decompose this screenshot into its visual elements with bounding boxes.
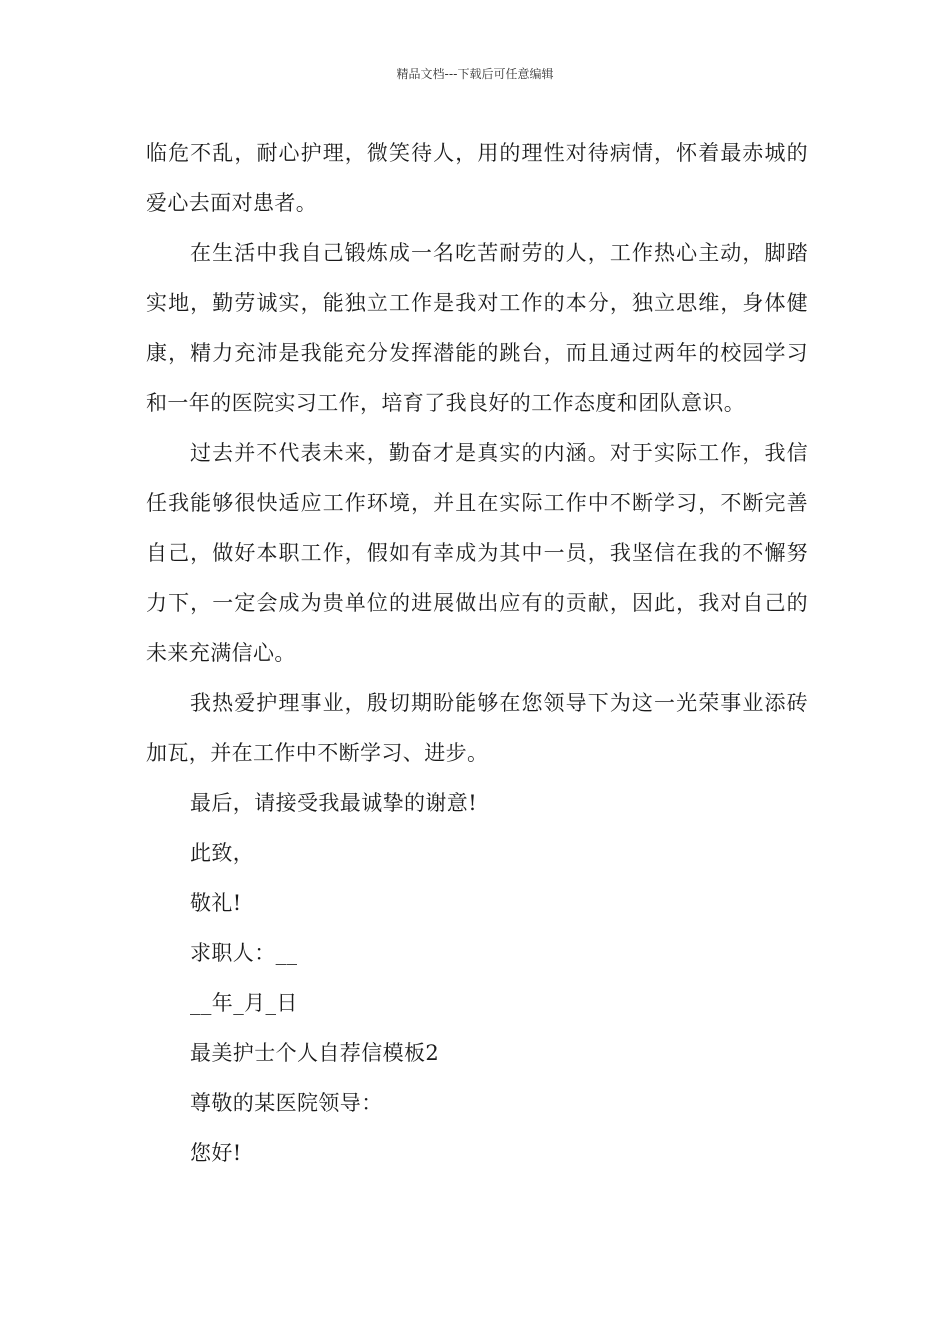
paragraph-4: 我热爱护理事业，殷切期盼能够在您领导下为这一光荣事业添砖加瓦，并在工作中不断学习、进步。 [146, 691, 808, 765]
page-header: 精品文档---下载后可任意编辑 [396, 67, 554, 81]
paragraph-2: 在生活中我自己锻炼成一名吃苦耐劳的人，工作热心主动，脚踏实地，勤劳诚实，能独立工作是我对工作的本分，独立思维，身体健康，精力充沛是我能充分发挥潜能的跳台，而且通过两年的校园学习和一年的医院实习工作，培育了我良好的工作态度和团队意识。 [146, 241, 808, 415]
document-body [146, 128, 808, 1178]
section-title: 最美护士个人自荐信模板2 [190, 1041, 440, 1065]
closing-thanks: 最后，请接受我最诚挚的谢意! [190, 791, 478, 815]
paragraph-1: 临危不乱，耐心护理，微笑待人，用的理性对待病情，怀着最赤城的爱心去面对患者。 [146, 141, 808, 215]
salutation-jingli: 敬礼! [190, 891, 242, 915]
paragraph-3: 过去并不代表未来，勤奋才是真实的内涵。对于实际工作，我信任我能够很快适应工作环境，并且在实际工作中不断学习，不断完善自己，做好本职工作，假如有幸成为其中一员，我坚信在我的不懈努力下，一定会成为贵单位的进展做出应有的贡献，因此，我对自己的未来充满信心。 [146, 441, 808, 665]
greeting-recipient: 尊敬的某医院领导： [190, 1091, 383, 1115]
greeting-hello: 您好! [190, 1141, 242, 1165]
applicant-signature: 求职人：__ [190, 941, 298, 965]
salutation-cizhi: 此致， [190, 841, 255, 865]
date-line: __年_月_日 [190, 991, 298, 1015]
